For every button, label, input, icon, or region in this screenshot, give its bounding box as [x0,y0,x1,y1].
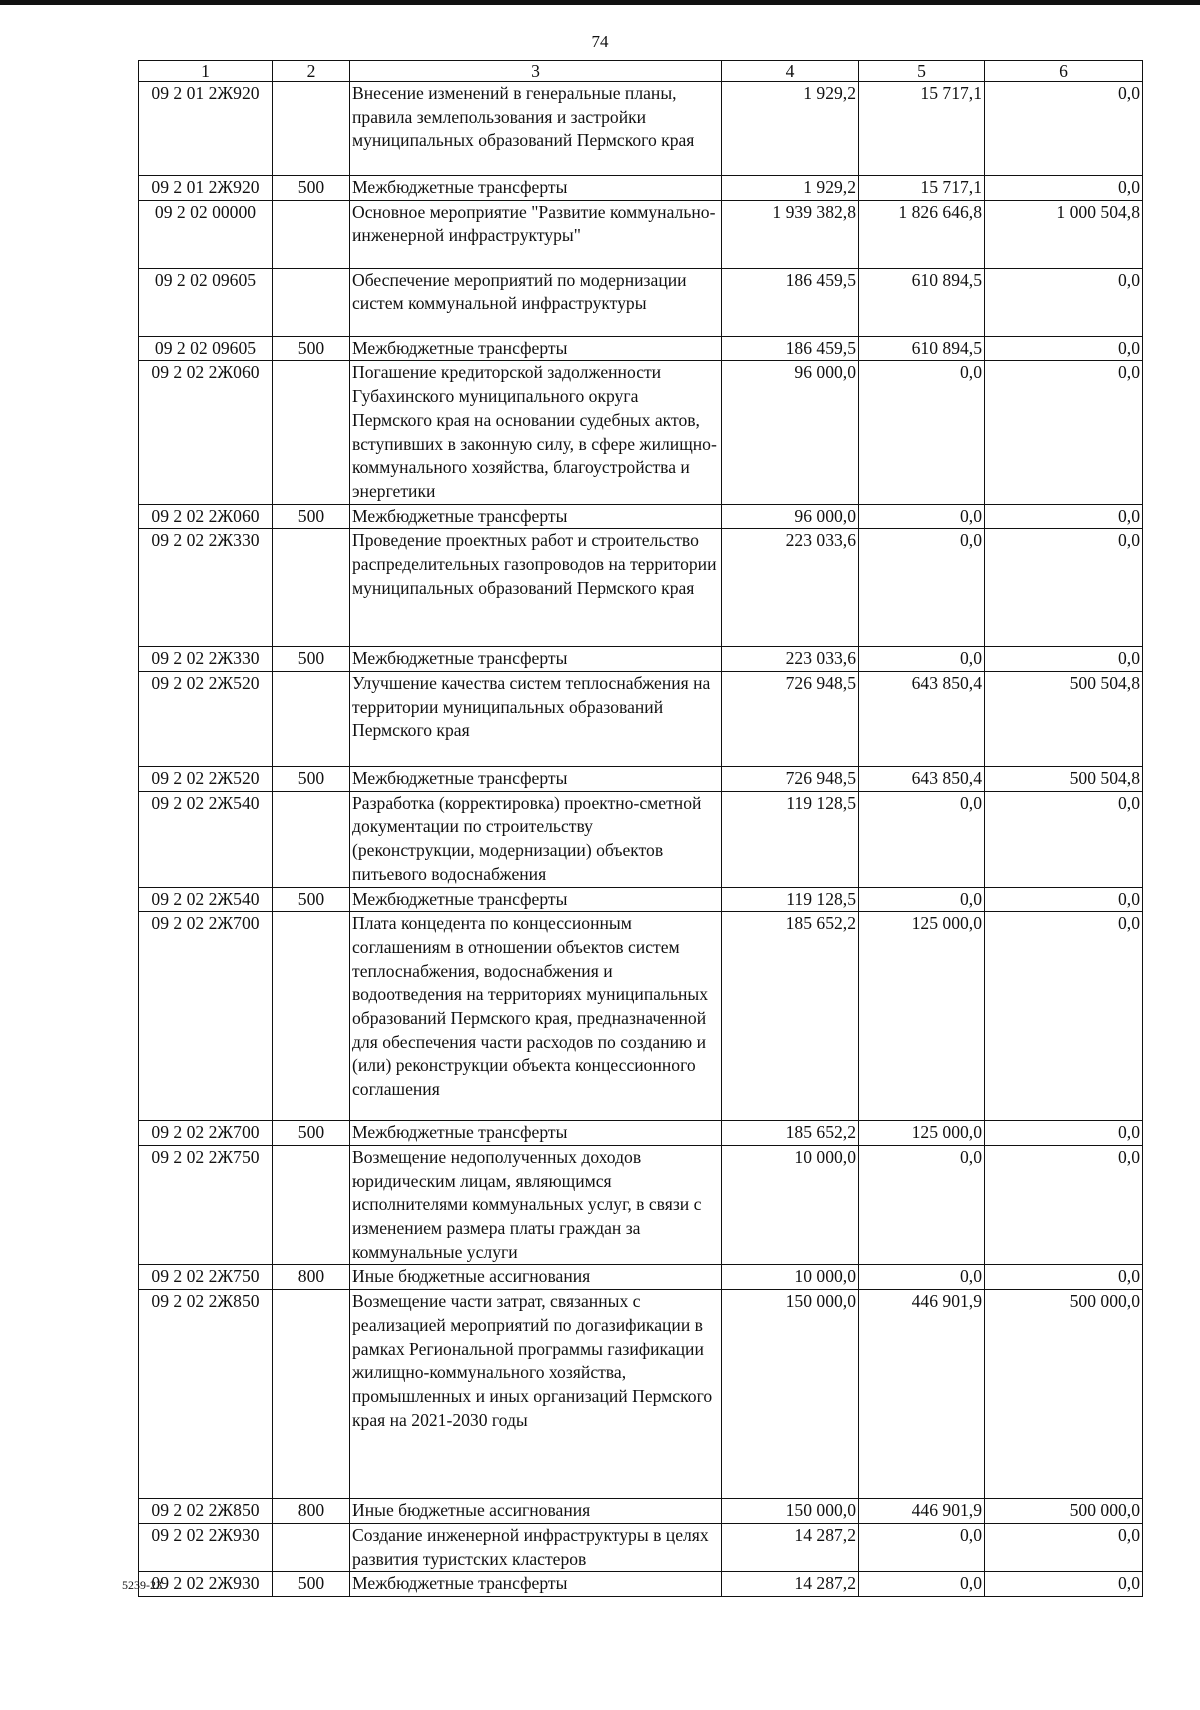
table-cell-expense-type: 800 [273,1499,350,1524]
table-cell-value-col6: 0,0 [985,529,1143,647]
table-cell-value-col6: 0,0 [985,1265,1143,1290]
table-cell-description: Иные бюджетные ассигнования [350,1499,722,1524]
column-header: 3 [350,61,722,82]
table-cell-description: Обеспечение мероприятий по модернизации систем коммунальной инфраструктуры [350,268,722,336]
table-cell-expense-type [273,529,350,647]
table-row [139,1145,1143,1265]
table-cell-value-col5: 1 826 646,8 [859,200,985,268]
table-cell-value-col5: 0,0 [859,647,985,672]
table-cell-description: Проведение проектных работ и строительство распределительных газопроводов на территории муниципальных образований Пермского края [350,529,722,647]
table-cell-description: Межбюджетные трансферты [350,767,722,792]
table-cell-description: Межбюджетные трансферты [350,647,722,672]
table-row [139,912,1143,1121]
budget-table [138,60,1143,1597]
table-cell-value-col5: 446 901,9 [859,1290,985,1499]
table-cell-code: 09 2 02 2Ж930 [139,1523,273,1571]
table-cell-expense-type [273,791,350,887]
table-cell-value-col5: 0,0 [859,1145,985,1265]
table-cell-value-col6: 0,0 [985,176,1143,201]
table-cell-code: 09 2 01 2Ж920 [139,82,273,176]
table-cell-expense-type: 500 [273,336,350,361]
table-cell-value-col4: 223 033,6 [722,647,859,672]
document-footer-code: 5239-23 [122,1578,162,1592]
table-cell-value-col4: 1 929,2 [722,176,859,201]
table-cell-value-col6: 500 000,0 [985,1290,1143,1499]
table-cell-value-col6: 0,0 [985,82,1143,176]
table-cell-value-col5: 0,0 [859,887,985,912]
table-cell-value-col6: 0,0 [985,361,1143,504]
table-cell-value-col4: 726 948,5 [722,767,859,792]
table-cell-expense-type [273,361,350,504]
table-cell-description: Возмещение части затрат, связанных с реализацией мероприятий по догазификации в рамках Региональной программы газификации жилищно-коммунального хозяйства, промышленных и иных организаций Пермского края на 2021-2030 годы [350,1290,722,1499]
table-cell-code: 09 2 01 2Ж920 [139,176,273,201]
column-header: 5 [859,61,985,82]
table-row [139,647,1143,672]
table-cell-value-col5: 610 894,5 [859,268,985,336]
table-cell-value-col4: 1 939 382,8 [722,200,859,268]
table-cell-value-col6: 0,0 [985,336,1143,361]
table-cell-value-col5: 0,0 [859,791,985,887]
page-number: 74 [591,32,609,51]
table-cell-value-col6: 0,0 [985,1523,1143,1571]
table-row [139,200,1143,268]
table-cell-value-col4: 186 459,5 [722,268,859,336]
table-cell-value-col4: 119 128,5 [722,791,859,887]
table-cell-value-col5: 0,0 [859,529,985,647]
table-cell-code: 09 2 02 2Ж330 [139,529,273,647]
table-header-row [139,61,1143,82]
table-cell-code: 09 2 02 09605 [139,268,273,336]
table-cell-value-col5: 0,0 [859,504,985,529]
table-row [139,361,1143,504]
table-cell-description: Межбюджетные трансферты [350,504,722,529]
table-cell-value-col6: 0,0 [985,791,1143,887]
table-cell-value-col4: 1 929,2 [722,82,859,176]
table-cell-value-col4: 10 000,0 [722,1265,859,1290]
table-row [139,529,1143,647]
table-cell-description: Возмещение недополученных доходов юридическим лицам, являющимся исполнителями коммунальных услуг, в связи с изменением размера платы граждан за коммунальные услуги [350,1145,722,1265]
table-cell-expense-type: 500 [273,887,350,912]
table-cell-value-col5: 15 717,1 [859,82,985,176]
table-cell-value-col5: 0,0 [859,361,985,504]
table-cell-value-col6: 0,0 [985,1145,1143,1265]
table-row [139,336,1143,361]
table-cell-value-col5: 446 901,9 [859,1499,985,1524]
table-cell-description: Погашение кредиторской задолженности Губахинского муниципального округа Пермского края на основании судебных актов, вступивших в законную силу, в сфере жилищно-коммунального хозяйства, благоустройства и энергетики [350,361,722,504]
table-row [139,82,1143,176]
table-row [139,1523,1143,1571]
table-cell-value-col5: 15 717,1 [859,176,985,201]
table-cell-value-col4: 14 287,2 [722,1523,859,1571]
table-cell-value-col5: 125 000,0 [859,1121,985,1146]
table-cell-value-col6: 500 000,0 [985,1499,1143,1524]
table-cell-expense-type: 800 [273,1265,350,1290]
table-cell-description: Основное мероприятие "Развитие коммунально-инженерной инфраструктуры" [350,200,722,268]
table-cell-value-col4: 726 948,5 [722,672,859,767]
table-cell-expense-type [273,82,350,176]
table-cell-value-col6: 500 504,8 [985,767,1143,792]
table-cell-code: 09 2 02 2Ж750 [139,1265,273,1290]
table-row [139,1572,1143,1597]
table-cell-description: Межбюджетные трансферты [350,1121,722,1146]
table-row [139,1121,1143,1146]
column-header: 4 [722,61,859,82]
table-cell-value-col4: 186 459,5 [722,336,859,361]
table-cell-code: 09 2 02 2Ж750 [139,1145,273,1265]
table-cell-code: 09 2 02 2Ж700 [139,912,273,1121]
table-cell-value-col6: 0,0 [985,268,1143,336]
table-cell-expense-type [273,200,350,268]
table-cell-expense-type [273,672,350,767]
table-cell-description: Межбюджетные трансферты [350,887,722,912]
table-cell-value-col5: 643 850,4 [859,767,985,792]
table-cell-value-col5: 125 000,0 [859,912,985,1121]
table-cell-expense-type: 500 [273,1572,350,1597]
table-cell-code: 09 2 02 2Ж850 [139,1499,273,1524]
table-cell-description: Межбюджетные трансферты [350,336,722,361]
table-cell-value-col6: 0,0 [985,1121,1143,1146]
table-cell-description: Плата концедента по концессионным соглашениям в отношении объектов систем теплоснабжения, водоснабжения и водоотведения на территориях муниципальных образований Пермского края, предназначенной для обеспечения части расходов по созданию и (или) реконструкции объекта концессионного соглашения [350,912,722,1121]
table-cell-code: 09 2 02 09605 [139,336,273,361]
table-cell-value-col4: 223 033,6 [722,529,859,647]
table-cell-expense-type [273,1145,350,1265]
table-cell-expense-type [273,1523,350,1571]
table-cell-expense-type: 500 [273,767,350,792]
table-cell-description: Межбюджетные трансферты [350,176,722,201]
table-cell-description: Внесение изменений в генеральные планы, правила землепользования и застройки муниципальных образований Пермского края [350,82,722,176]
table-cell-value-col4: 185 652,2 [722,912,859,1121]
table-cell-code: 09 2 02 2Ж850 [139,1290,273,1499]
table-row [139,672,1143,767]
column-header: 6 [985,61,1143,82]
table-cell-value-col4: 185 652,2 [722,1121,859,1146]
table-cell-code: 09 2 02 2Ж540 [139,887,273,912]
table-cell-value-col6: 0,0 [985,1572,1143,1597]
table-cell-value-col5: 643 850,4 [859,672,985,767]
table-row [139,1265,1143,1290]
table-row [139,176,1143,201]
column-header: 2 [273,61,350,82]
table-cell-description: Разработка (корректировка) проектно-сметной документации по строительству (реконструкции, модернизации) объектов питьевого водоснабжения [350,791,722,887]
table-row [139,791,1143,887]
table-cell-value-col5: 610 894,5 [859,336,985,361]
table-cell-code: 09 2 02 2Ж930 [139,1572,273,1597]
table-cell-expense-type: 500 [273,647,350,672]
table-cell-description: Улучшение качества систем теплоснабжения на территории муниципальных образований Пермского края [350,672,722,767]
table-cell-value-col6: 500 504,8 [985,672,1143,767]
table-row [139,1290,1143,1499]
table-cell-code: 09 2 02 2Ж060 [139,361,273,504]
table-cell-code: 09 2 02 2Ж520 [139,672,273,767]
table-cell-value-col6: 1 000 504,8 [985,200,1143,268]
table-cell-value-col4: 119 128,5 [722,887,859,912]
table-cell-value-col5: 0,0 [859,1572,985,1597]
table-cell-value-col4: 96 000,0 [722,361,859,504]
top-border-rule [0,0,1200,5]
table-cell-value-col6: 0,0 [985,887,1143,912]
table-cell-code: 09 2 02 00000 [139,200,273,268]
table-cell-code: 09 2 02 2Ж700 [139,1121,273,1146]
table-row [139,1499,1143,1524]
table-cell-expense-type: 500 [273,176,350,201]
table-cell-code: 09 2 02 2Ж330 [139,647,273,672]
table-cell-value-col5: 0,0 [859,1523,985,1571]
table-cell-value-col6: 0,0 [985,647,1143,672]
table-cell-value-col4: 14 287,2 [722,1572,859,1597]
table-cell-expense-type: 500 [273,504,350,529]
table-cell-value-col4: 10 000,0 [722,1145,859,1265]
table-row [139,268,1143,336]
table-cell-description: Межбюджетные трансферты [350,1572,722,1597]
table-cell-expense-type: 500 [273,1121,350,1146]
table-cell-value-col6: 0,0 [985,504,1143,529]
table-cell-value-col5: 0,0 [859,1265,985,1290]
table-cell-expense-type [273,1290,350,1499]
table-cell-description: Иные бюджетные ассигнования [350,1265,722,1290]
table-cell-code: 09 2 02 2Ж540 [139,791,273,887]
table-cell-description: Создание инженерной инфраструктуры в целях развития туристских кластеров [350,1523,722,1571]
table-row [139,504,1143,529]
table-cell-code: 09 2 02 2Ж520 [139,767,273,792]
table-cell-value-col6: 0,0 [985,912,1143,1121]
table-cell-expense-type [273,268,350,336]
column-header: 1 [139,61,273,82]
table-cell-value-col4: 150 000,0 [722,1499,859,1524]
table-cell-value-col4: 150 000,0 [722,1290,859,1499]
table-row [139,767,1143,792]
table-cell-expense-type [273,912,350,1121]
table-cell-code: 09 2 02 2Ж060 [139,504,273,529]
table-cell-value-col4: 96 000,0 [722,504,859,529]
table-row [139,887,1143,912]
